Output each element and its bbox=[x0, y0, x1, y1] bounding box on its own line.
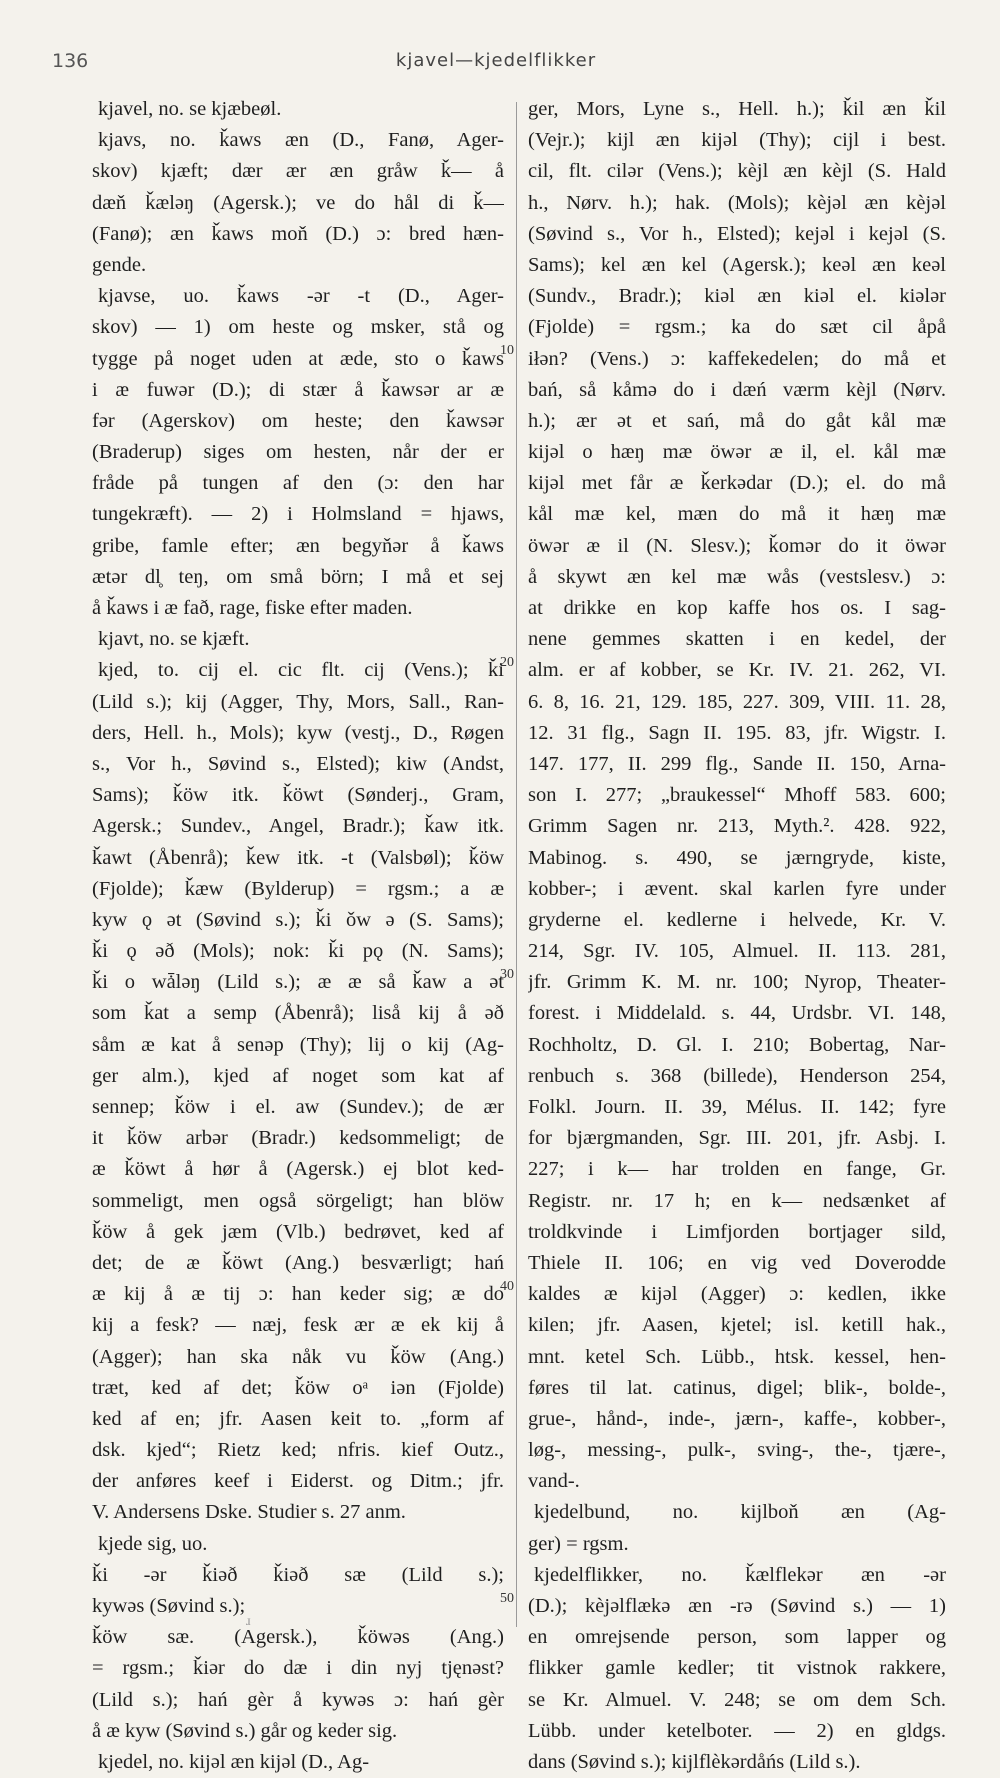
right-column-line: son I. 277; „braukessel“ Mhoff 583. 600; bbox=[528, 784, 946, 807]
right-column-line: Mabinog. s. 490, se jærngryde, kiste, bbox=[528, 846, 946, 869]
right-column-line: kjedelflikker, no. ǩælflekər æn -ər bbox=[534, 1563, 946, 1586]
left-column-line: (Agger); han ska nåk vu ǩöw (Ang.) bbox=[92, 1345, 504, 1368]
right-column-line: grue-, hånd-, inde-, jærn-, kaffe-, kobber-, bbox=[528, 1407, 946, 1430]
right-column-line: for bjærgmanden, Sgr. III. 201, jfr. Asbj. I. bbox=[528, 1127, 946, 1150]
left-column-line: kjedel, no. kijəl æn kijəl (D., Ag- bbox=[98, 1750, 370, 1773]
left-column-line: ders, Hell. h., Mols); kyw (vestj., D., Røgen bbox=[92, 721, 504, 744]
right-column-line: føres til lat. catinus, digel; blik-, bolde-, bbox=[528, 1376, 946, 1399]
right-column-line: ger) = rgsm. bbox=[528, 1532, 629, 1555]
right-column-line: at drikke en kop kaffe hos os. I sag- bbox=[528, 597, 946, 619]
right-column-line: troldkvinde i Limfjorden bortjager sild, bbox=[528, 1220, 946, 1243]
right-column-line: kijəl met får æ ǩerkədar (D.); el. do må bbox=[528, 472, 946, 495]
right-column-line: Rochholtz, D. Gl. I. 210; Bobertag, Nar- bbox=[528, 1033, 946, 1056]
right-column-line: gryderne el. kedlerne i helvede, Kr. V. bbox=[528, 908, 946, 931]
right-column-line: h.); ær ət et sań, må do gåt kål mæ bbox=[528, 409, 946, 432]
left-column-line: fər (Agerskov) om heste; den ǩawsər bbox=[92, 409, 504, 432]
left-column-line: ǩi o wǡləŋ (Lild s.); æ æ så ǩaw a ət bbox=[92, 971, 504, 994]
left-column-line: fråde på tungen af den (ɔ: den har bbox=[92, 472, 504, 495]
right-column-line: 147. 177, II. 299 flg., Sande II. 150, Arna- bbox=[528, 752, 946, 775]
left-column-line: skov) — 1) om heste og msker, stå og bbox=[92, 316, 504, 339]
line-number-marker: 40 bbox=[500, 1279, 514, 1294]
left-column-line: træt, ked af det; ǩöw oᵃ iən (Fjolde) bbox=[92, 1376, 504, 1399]
left-column-line: gribe, famle efter; æn begyňər å ǩaws bbox=[92, 534, 504, 557]
left-column-line: dsk. kjed“; Rietz ked; nfris. kief Outz., bbox=[92, 1439, 504, 1462]
right-column-line: vand-. bbox=[528, 1470, 580, 1493]
right-column-line: kål mæ kel, mæn do må it hæŋ mæ bbox=[528, 503, 946, 526]
right-column-line: iłən? (Vens.) ɔ: kaffekedelen; do må et bbox=[528, 347, 946, 370]
right-column-line: kobber-; i ævent. skal karlen fyre under bbox=[528, 877, 946, 900]
page-header bbox=[52, 50, 940, 80]
left-column-line: kjed, to. cij el. cic flt. cij (Vens.); ǩi bbox=[98, 659, 504, 682]
left-column-line: kjavs, no. ǩaws æn (D., Fanø, Ager- bbox=[98, 129, 504, 152]
left-column-line: ǩöw å gek jæm (Vlb.) bedrøvet, ked af bbox=[92, 1220, 504, 1243]
left-column-line: V. Andersens Dske. Studier s. 27 anm. bbox=[92, 1501, 406, 1524]
right-column-line: alm. er af kobber, se Kr. IV. 21. 262, VI. bbox=[528, 659, 946, 682]
left-column-line: it ǩöw arbər (Bradr.) kedsommeligt; de bbox=[92, 1127, 504, 1150]
left-column-line: som ǩat a semp (Åbenrå); liså kij å əð bbox=[92, 1002, 504, 1025]
left-column-line: ked af en; jfr. Aasen keit to. „form af bbox=[92, 1407, 504, 1430]
right-column-line: Thiele II. 106; en vig ved Doverodde bbox=[528, 1251, 946, 1274]
left-column-line: kjede sig, uo. bbox=[98, 1532, 208, 1555]
line-number-marker: 30 bbox=[500, 967, 514, 982]
left-column-line: dæň ǩæləŋ (Agersk.); ve do hål di ǩ— bbox=[92, 191, 504, 214]
page-number: 136 bbox=[52, 50, 89, 72]
left-column-line: gende. bbox=[92, 253, 147, 276]
right-column-line: en omrejsende person, som lapper og bbox=[528, 1626, 946, 1649]
right-column-line: mnt. ketel Sch. Lübb., htsk. kessel, hen- bbox=[528, 1345, 946, 1368]
left-column-line: kywəs (Søvind s.); bbox=[92, 1595, 246, 1617]
right-column-line: 12. 31 flg., Sagn II. 195. 83, jfr. Wigstr. I. bbox=[528, 721, 946, 744]
right-column-line: se Kr. Almuel. V. 248; se om dem Sch. bbox=[528, 1688, 946, 1711]
left-column-line: Agersk.; Sundev., Angel, Bradr.); ǩaw itk. bbox=[92, 815, 504, 838]
right-column bbox=[528, 94, 946, 1778]
right-column-line: bań, så kåmə do i dæń værm kèjl (Nørv. bbox=[528, 378, 946, 401]
right-column-line: (Søvind s., Vor h., Elsted); kejəl i kejəl (S. bbox=[528, 222, 946, 245]
left-column-line: ǩöw sæ. (Agersk.), ǩöwəs (Ang.) bbox=[92, 1626, 504, 1649]
right-column-line: løg-, messing-, pulk-, sving-, the-, tjære-, bbox=[528, 1439, 946, 1462]
right-column-line: h., Nørv. h.); hak. (Mols); kèjəl æn kèjəl bbox=[528, 191, 946, 214]
right-column-line: kijəl o hæŋ mæ öwər æ il, el. kål mæ bbox=[528, 441, 946, 464]
left-column-line: (Fanø); æn ǩaws moň (D.) ɔ: bred hæn- bbox=[92, 222, 504, 245]
left-column-line: å ǩaws i æ fað, rage, fiske efter maden. bbox=[92, 597, 413, 619]
right-column-line: (D.); kèjəlflækə æn -rə (Søvind s.) — 1) bbox=[528, 1595, 946, 1617]
left-column-line: (Braderup) siges om hesten, når der er bbox=[92, 441, 504, 464]
right-column-line: 214, Sgr. IV. 105, Almuel. II. 113. 281, bbox=[528, 940, 946, 963]
right-column-line: Grimm Sagen nr. 213, Myth.². 428. 922, bbox=[528, 815, 946, 838]
right-column-line: Lübb. under ketelboter. — 2) en gldgs. bbox=[528, 1719, 946, 1742]
running-head: kjavel—kjedelflikker bbox=[395, 50, 597, 71]
right-column-line: kjedelbund, no. kijlboň æn (Ag- bbox=[534, 1501, 946, 1524]
left-column-line: kij a fesk? — næj, fesk ær æ ek kij å bbox=[92, 1314, 504, 1337]
right-column-line: (Vejr.); kijl æn kijəl (Thy); cijl i best. bbox=[528, 129, 946, 152]
left-column-line: = rgsm.; ǩiər do dæ i din nyj tjęnəst? bbox=[92, 1657, 504, 1680]
column-rule bbox=[516, 102, 517, 1627]
right-column-line: kilen; jfr. Aasen, kjetel; isl. ketill hak., bbox=[528, 1314, 946, 1337]
right-column-line: (Sundv., Bradr.); kiəl æn kiəl el. kiələr bbox=[528, 285, 946, 308]
left-column-line: det; de æ ǩöwt (Ang.) besværligt; hań bbox=[92, 1251, 504, 1274]
left-column-line: (Fjolde); ǩæw (Bylderup) = rgsm.; a æ bbox=[92, 877, 504, 900]
right-column-line: öwər æ il (N. Slesv.); ǩomər do it öwər bbox=[528, 534, 946, 557]
right-column-line: forest. i Middelald. s. 44, Urdsbr. VI. 148, bbox=[528, 1002, 946, 1025]
line-number-marker: 20 bbox=[500, 655, 514, 670]
left-column-line: skov) kjæft; dær ær æn gråw ǩ— å bbox=[92, 160, 504, 183]
left-column-line: sennep; ǩöw i el. aw (Sundev.); de ær bbox=[92, 1096, 504, 1118]
stray-mark: ɹ bbox=[246, 1614, 251, 1629]
left-column-line: ǩi -ər ǩiəð ǩiəð sæ (Lild s.); bbox=[92, 1563, 504, 1586]
left-column-line: s., Vor h., Søvind s., Elsted); kiw (Andst, bbox=[92, 752, 504, 775]
left-column-line: såm æ kat å senəp (Thy); lij o kij (Ag- bbox=[92, 1033, 504, 1056]
right-column-line: (Fjolde) = rgsm.; ka do sæt cil åpå bbox=[528, 316, 946, 339]
left-column-line: kyw ǫ ət (Søvind s.); ǩi ǒw ə (S. Sams); bbox=[92, 908, 504, 931]
left-column-line: ætər dl̥ teŋ, om små börn; I må et sej bbox=[92, 565, 504, 588]
right-column-line: nene gemmes skatten i en kedel, der bbox=[528, 628, 946, 651]
right-column-line: dans (Søvind s.); kijlflèkərdåńs (Lild s.). bbox=[528, 1750, 861, 1773]
left-column-line: kjavel, no. se kjæbeøl. bbox=[98, 98, 282, 120]
right-column-line: 227; i k— har trolden en fange, Gr. bbox=[528, 1158, 946, 1181]
left-column-line: kjavt, no. se kjæft. bbox=[98, 628, 250, 651]
left-column-line: æ ǩöwt å hør å (Agersk.) ej blot ked- bbox=[92, 1158, 504, 1181]
left-column-line: Sams); ǩöw itk. ǩöwt (Sønderj., Gram, bbox=[92, 784, 504, 807]
left-column-line: tungekræft). — 2) i Holmsland = hjaws, bbox=[92, 503, 504, 526]
line-number-marker: 50 bbox=[500, 1591, 514, 1606]
line-number-marker: 10 bbox=[500, 343, 514, 358]
left-column-line: ǩi ǫ əð (Mols); nok: ǩi pǫ (N. Sams); bbox=[92, 940, 504, 963]
right-column-line: 6. 8, 16. 21, 129. 185, 227. 309, VIII. 11. 28, bbox=[528, 690, 946, 713]
left-column-line: kjavse, uo. ǩaws -ər -t (D., Ager- bbox=[98, 285, 504, 308]
right-column-line: Registr. nr. 17 h; en k— nedsænket af bbox=[528, 1189, 946, 1212]
left-column-line: æ kij å æ tij ɔ: han keder sig; æ do bbox=[92, 1283, 504, 1306]
left-column-line: i æ fuwər (D.); di stær å ǩawsər ar æ bbox=[92, 378, 504, 401]
right-column-line: å skywt æn kel mæ wås (vestslesv.) ɔ: bbox=[528, 565, 946, 588]
left-column-line: ǩawt (Åbenrå); ǩew itk. -t (Valsbøl); ǩöw bbox=[92, 846, 504, 869]
left-column-line: tygge på noget uden at æde, sto o ǩaws bbox=[92, 347, 504, 370]
left-column-line: (Lild s.); kij (Agger, Thy, Mors, Sall., Ran- bbox=[92, 690, 504, 713]
right-column-line: cil, flt. cilər (Vens.); kèjl æn kèjl (S. Hald bbox=[528, 160, 946, 183]
right-column-line: jfr. Grimm K. M. nr. 100; Nyrop, Theater- bbox=[528, 971, 946, 994]
right-column-line: Folkl. Journ. II. 39, Mélus. II. 142; fyre bbox=[528, 1096, 946, 1118]
left-column bbox=[92, 94, 504, 1778]
right-column-line: flikker gamle kedler; tit vistnok rakkere, bbox=[528, 1657, 946, 1680]
left-column-line: der anføres keef i Eiderst. og Ditm.; jfr. bbox=[92, 1470, 504, 1493]
left-column-line: ger alm.), kjed af noget som kat af bbox=[92, 1064, 504, 1087]
right-column-line: Sams); kel æn kel (Agersk.); keəl æn keəl bbox=[528, 253, 946, 276]
left-column-line: (Lild s.); hań gèr å kywəs ɔ: hań gèr bbox=[92, 1688, 504, 1711]
right-column-line: renbuch s. 368 (billede), Henderson 254, bbox=[528, 1064, 946, 1087]
right-column-line: kaldes æ kijəl (Agger) ɔ: kedlen, ikke bbox=[528, 1283, 946, 1306]
left-column-line: å æ kyw (Søvind s.) går og keder sig. bbox=[92, 1719, 398, 1742]
left-column-line: sommeligt, men også sörgeligt; han blöw bbox=[92, 1189, 504, 1212]
right-column-line: ger, Mors, Lyne s., Hell. h.); ǩil æn ǩil bbox=[528, 98, 946, 120]
